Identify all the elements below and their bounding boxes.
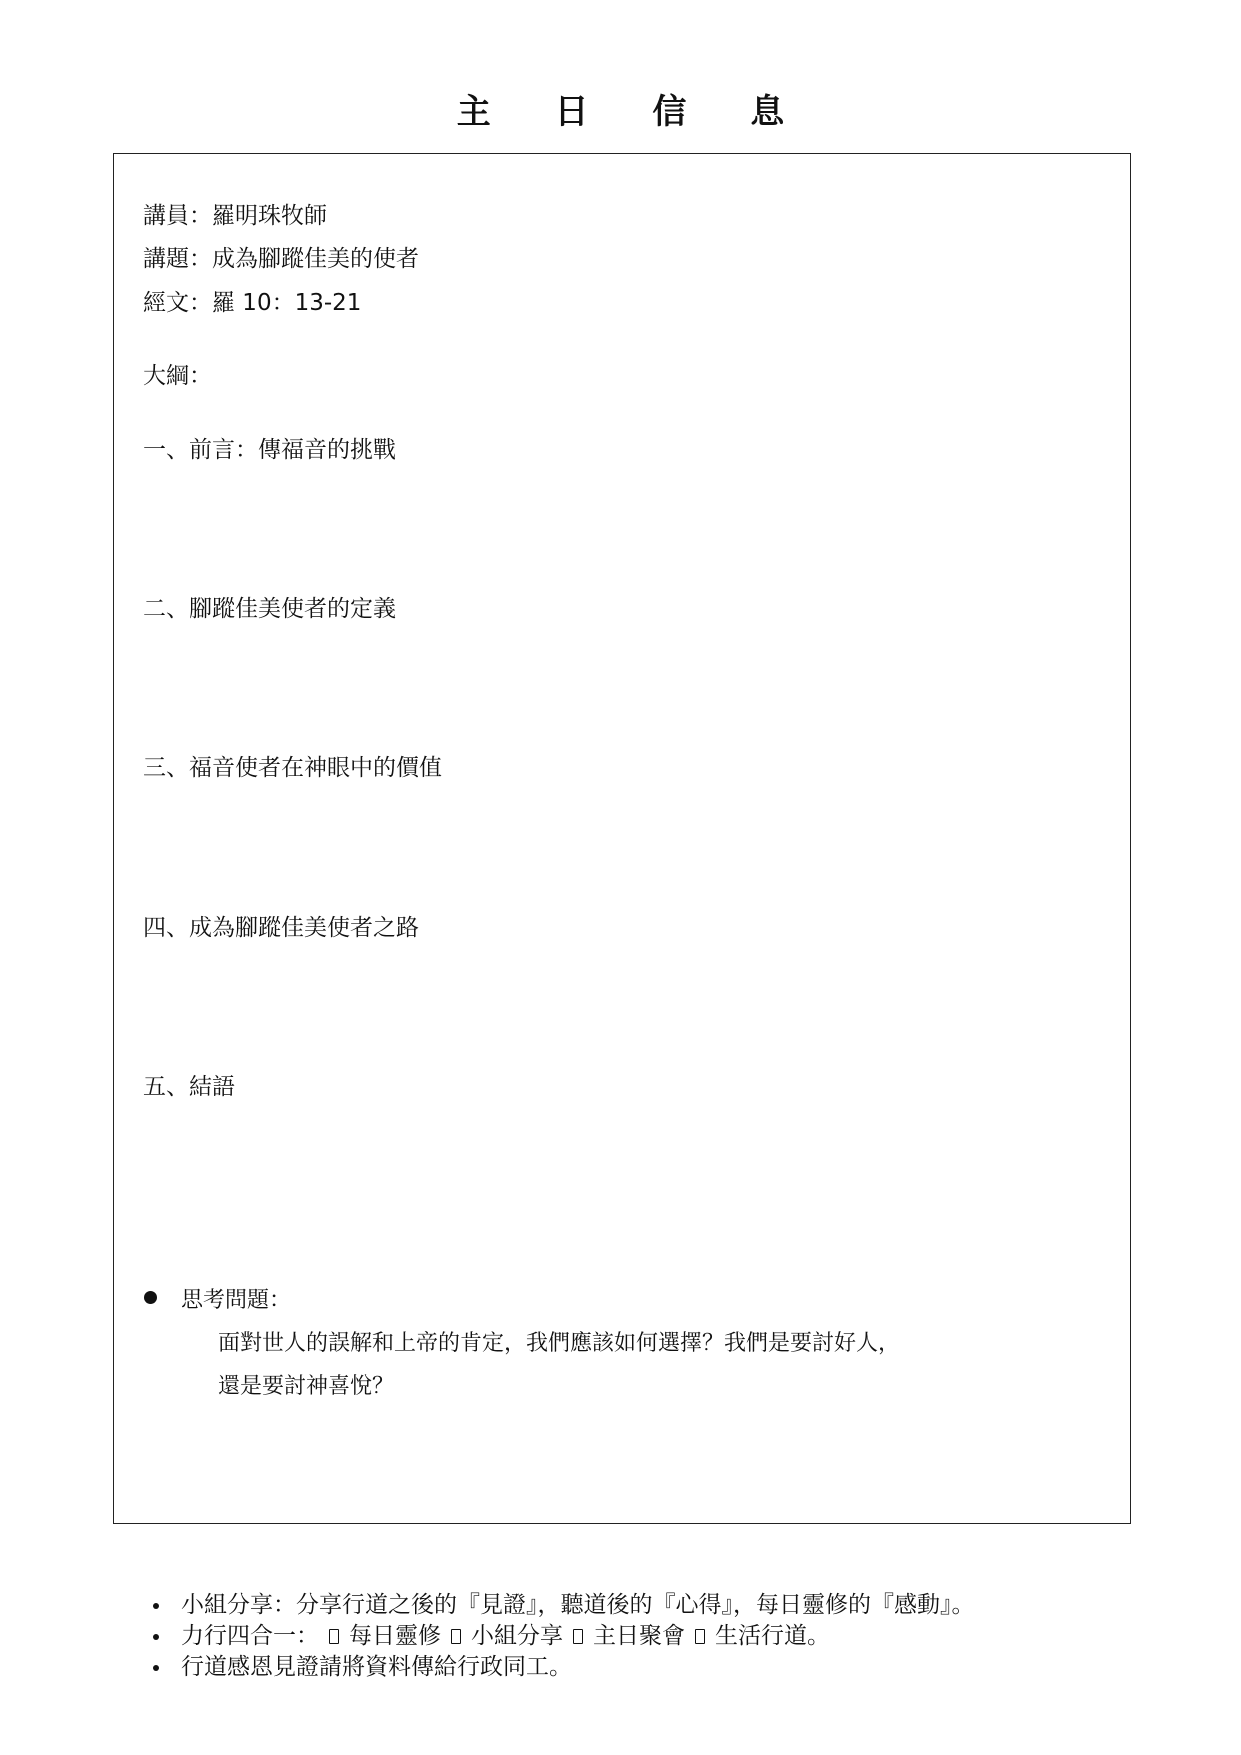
reflection-label: 思考問題：	[181, 1288, 292, 1313]
checklist-label: 每日靈修	[349, 1623, 441, 1649]
footer-item-four-in-one	[150, 1621, 975, 1652]
checkbox-icon[interactable]	[573, 1629, 583, 1644]
checkbox-icon[interactable]	[695, 1629, 705, 1644]
bullet-icon	[144, 1291, 157, 1304]
checkbox-icon[interactable]	[451, 1629, 461, 1644]
checklist-item-devotion[interactable]	[329, 1621, 441, 1652]
checklist-label: 主日聚會	[593, 1623, 685, 1649]
scripture-line: 經文：羅 10：13-21	[143, 290, 362, 316]
footer-item-label: 力行四合一：	[181, 1623, 319, 1649]
checklist-item-living-word[interactable]	[695, 1621, 830, 1652]
checklist-label: 生活行道。	[715, 1623, 830, 1649]
outline-item-5: 五、結語	[143, 1074, 235, 1100]
outline-item-3: 三、福音使者在神眼中的價值	[143, 755, 442, 781]
bullet-icon	[153, 1603, 159, 1609]
outline-label: 大綱：	[143, 363, 212, 389]
footer-notes	[150, 1590, 975, 1683]
checkbox-icon[interactable]	[329, 1629, 339, 1644]
footer-item-small-group	[150, 1590, 975, 1621]
checklist-label: 小組分享	[471, 1623, 563, 1649]
bullet-icon	[153, 1634, 159, 1640]
bullet-icon	[153, 1665, 159, 1671]
reflection-question-line-1: 面對世人的誤解和上帝的肯定，我們應該如何選擇？我們是要討好人，	[218, 1331, 901, 1356]
footer-item-text: 小組分享：分享行道之後的『見證』，聽道後的『心得』，每日靈修的『感動』。	[181, 1592, 975, 1618]
speaker-line: 講員：羅明珠牧師	[143, 203, 327, 229]
page-title: 主 日 信 息	[456, 92, 811, 132]
checklist-item-sunday-gathering[interactable]	[573, 1621, 685, 1652]
topic-line: 講題：成為腳蹤佳美的使者	[143, 246, 419, 272]
outline-item-1: 一、前言：傳福音的挑戰	[143, 437, 396, 463]
footer-item-text: 行道感恩見證請將資料傳給行政同工。	[181, 1654, 572, 1680]
checklist-item-small-group[interactable]	[451, 1621, 563, 1652]
reflection-question-line-2: 還是要討神喜悅？	[218, 1374, 395, 1399]
sermon-notes-box	[113, 153, 1131, 1524]
outline-item-2: 二、腳蹤佳美使者的定義	[143, 596, 396, 622]
outline-item-4: 四、成為腳蹤佳美使者之路	[143, 915, 419, 941]
footer-item-testimony	[150, 1652, 975, 1683]
